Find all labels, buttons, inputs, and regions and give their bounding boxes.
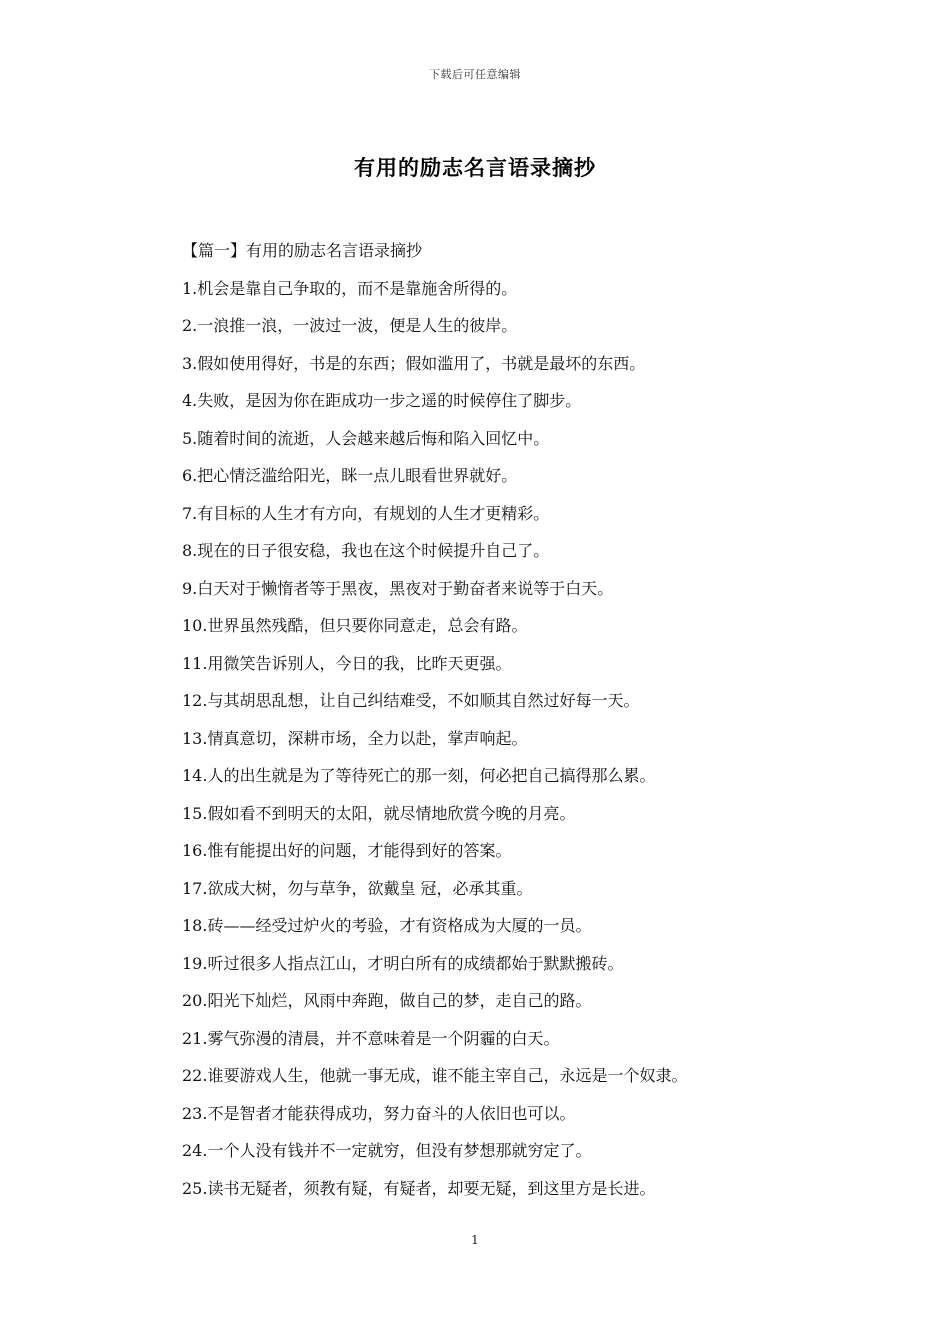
- list-item: 8.现在的日子很安稳，我也在这个时候提升自己了。: [182, 541, 550, 560]
- list-item: 1.机会是靠自己争取的，而不是靠施舍所得的。: [182, 278, 518, 298]
- list-item: 16.惟有能提出好的问题，才能得到好的答案。: [182, 841, 512, 860]
- list-item: 20.阳光下灿烂，风雨中奔跑，做自己的梦，走自己的路。: [182, 991, 592, 1010]
- list-item: 23.不是智者才能获得成功，努力奋斗的人依旧也可以。: [182, 1103, 576, 1123]
- list-item: 9.白天对于懒惰者等于黑夜，黑夜对于勤奋者来说等于白天。: [182, 578, 614, 598]
- list-item: 12.与其胡思乱想，让自己纠结难受，不如顺其自然过好每一天。: [182, 691, 640, 710]
- list-item: 3.假如使用得好，书是的东西；假如滥用了，书就是最坏的东西。: [182, 353, 646, 373]
- list-item: 21.雾气弥漫的清晨，并不意味着是一个阴霾的白天。: [182, 1028, 560, 1048]
- list-item: 4.失败，是因为你在距成功一步之遥的时候停住了脚步。: [182, 391, 582, 410]
- list-item: 10.世界虽然残酷，但只要你同意走，总会有路。: [182, 616, 528, 635]
- list-item: 11.用微笑告诉别人，今日的我，比昨天更强。: [182, 653, 512, 673]
- quote-list: [182, 270, 822, 1208]
- page-title: 有用的励志名言语录摘抄: [354, 155, 596, 180]
- list-item: 18.砖——经受过炉火的考验，才有资格成为大厦的一员。: [182, 916, 592, 935]
- list-item: 2.一浪推一浪，一波过一波，便是人生的彼岸。: [182, 316, 518, 335]
- section-heading: 【篇一】有用的励志名言语录摘抄: [182, 241, 423, 260]
- list-item: 17.欲成大树，勿与草争，欲戴皇 冠，必承其重。: [182, 878, 533, 898]
- list-item: 6.把心情泛滥给阳光，眯一点儿眼看世界就好。: [182, 466, 518, 485]
- list-item: 5.随着时间的流逝，人会越来越后悔和陷入回忆中。: [182, 428, 550, 448]
- list-item: 15.假如看不到明天的太阳，就尽情地欣赏今晚的月亮。: [182, 803, 576, 823]
- list-item: 25.读书无疑者，须教有疑，有疑者，却要无疑，到这里方是长进。: [182, 1178, 656, 1198]
- list-item: 22.谁要游戏人生，他就一事无成，谁不能主宰自己，永远是一个奴隶。: [182, 1066, 688, 1085]
- header-note: 下载后可任意编辑: [429, 68, 521, 81]
- list-item: 24.一个人没有钱并不一定就穷，但没有梦想那就穷定了。: [182, 1141, 592, 1160]
- list-item: 13.情真意切，深耕市场，全力以赴，掌声响起。: [182, 728, 528, 748]
- page-number: 1: [471, 1233, 479, 1247]
- list-item: 19.听过很多人指点江山，才明白所有的成绩都始于默默搬砖。: [182, 953, 624, 973]
- document-body: [182, 232, 822, 1207]
- list-item: 7.有目标的人生才有方向，有规划的人生才更精彩。: [182, 503, 550, 523]
- list-item: 14.人的出生就是为了等待死亡的那一刻，何必把自己搞得那么累。: [182, 766, 656, 785]
